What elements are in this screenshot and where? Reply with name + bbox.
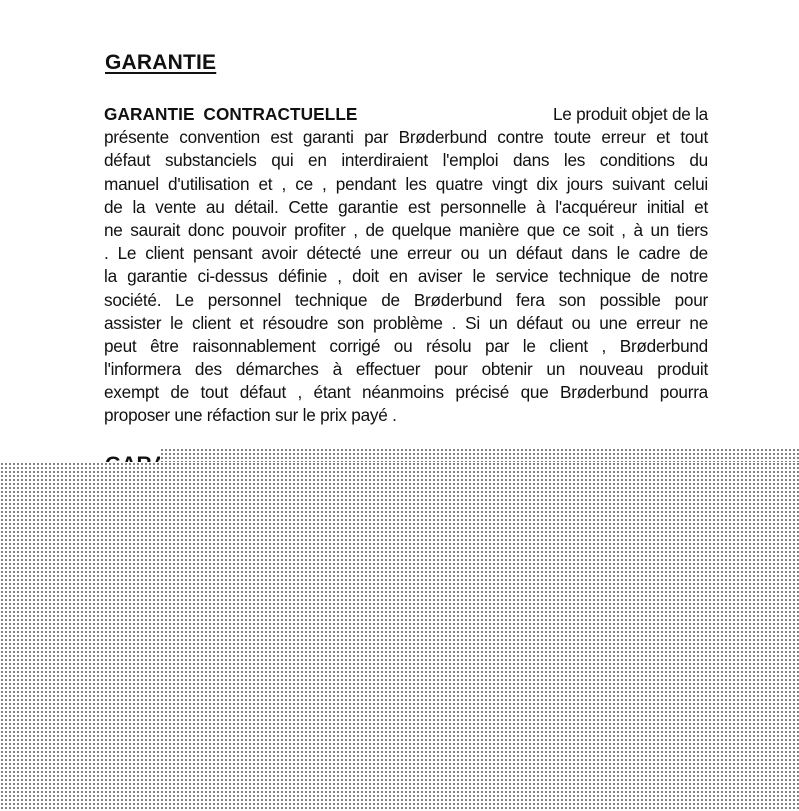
paragraph-line: société. Le personnel technique de Brøderbund fera son possible pour [104,289,708,310]
paragraph-line: proposer une réfaction sur le prix payé . [104,405,397,426]
paragraph-line: manuel d'utilisation et , ce , pendant les quatre vingt dix jours suivant celui [104,173,708,194]
paragraph-line: l'informera des démarches à effectuer pour obtenir un nouveau produit [104,359,708,380]
paragraph-line: exempt de tout défaut , étant néanmoins précisé que Brøderbund pourra [104,382,708,403]
paragraph-line: présente convention est garanti par Brøderbund contre toute erreur et tout [104,127,708,148]
paragraph-line: la garantie ci-dessus définie , doit en aviser le service technique de notre [104,266,708,287]
paragraph-lead: Le produit objet de la [552,104,708,124]
paragraph-line: assister le client et résoudre son problème . Si un défaut ou une erreur ne [104,312,708,333]
page-title: GARANTIE [105,51,217,74]
warranty-paragraph [104,103,708,428]
paragraph-line: défaut substanciels qui en interdiraient l'emploi dans les conditions du [104,150,708,171]
paragraph-line: . Le client pensant avoir détecté une erreur ou un défaut dans le cadre de [104,243,708,264]
dither-overlay [0,462,799,811]
paragraph-line-1 [104,103,708,126]
section-subheading: GARANTIE CONTRACTUELLE [104,104,358,124]
dither-overlay-top-step [160,448,799,462]
paragraph-line: de la vente au détail. Cette garantie est personnelle à l'acquéreur initial et [104,196,708,217]
paragraph-line: ne saurait donc pouvoir profiter , de quelque manière que ce soit , à un tiers [104,219,708,240]
paragraph-line: peut être raisonnablement corrigé ou résolu par le client , Brøderbund [104,335,708,356]
